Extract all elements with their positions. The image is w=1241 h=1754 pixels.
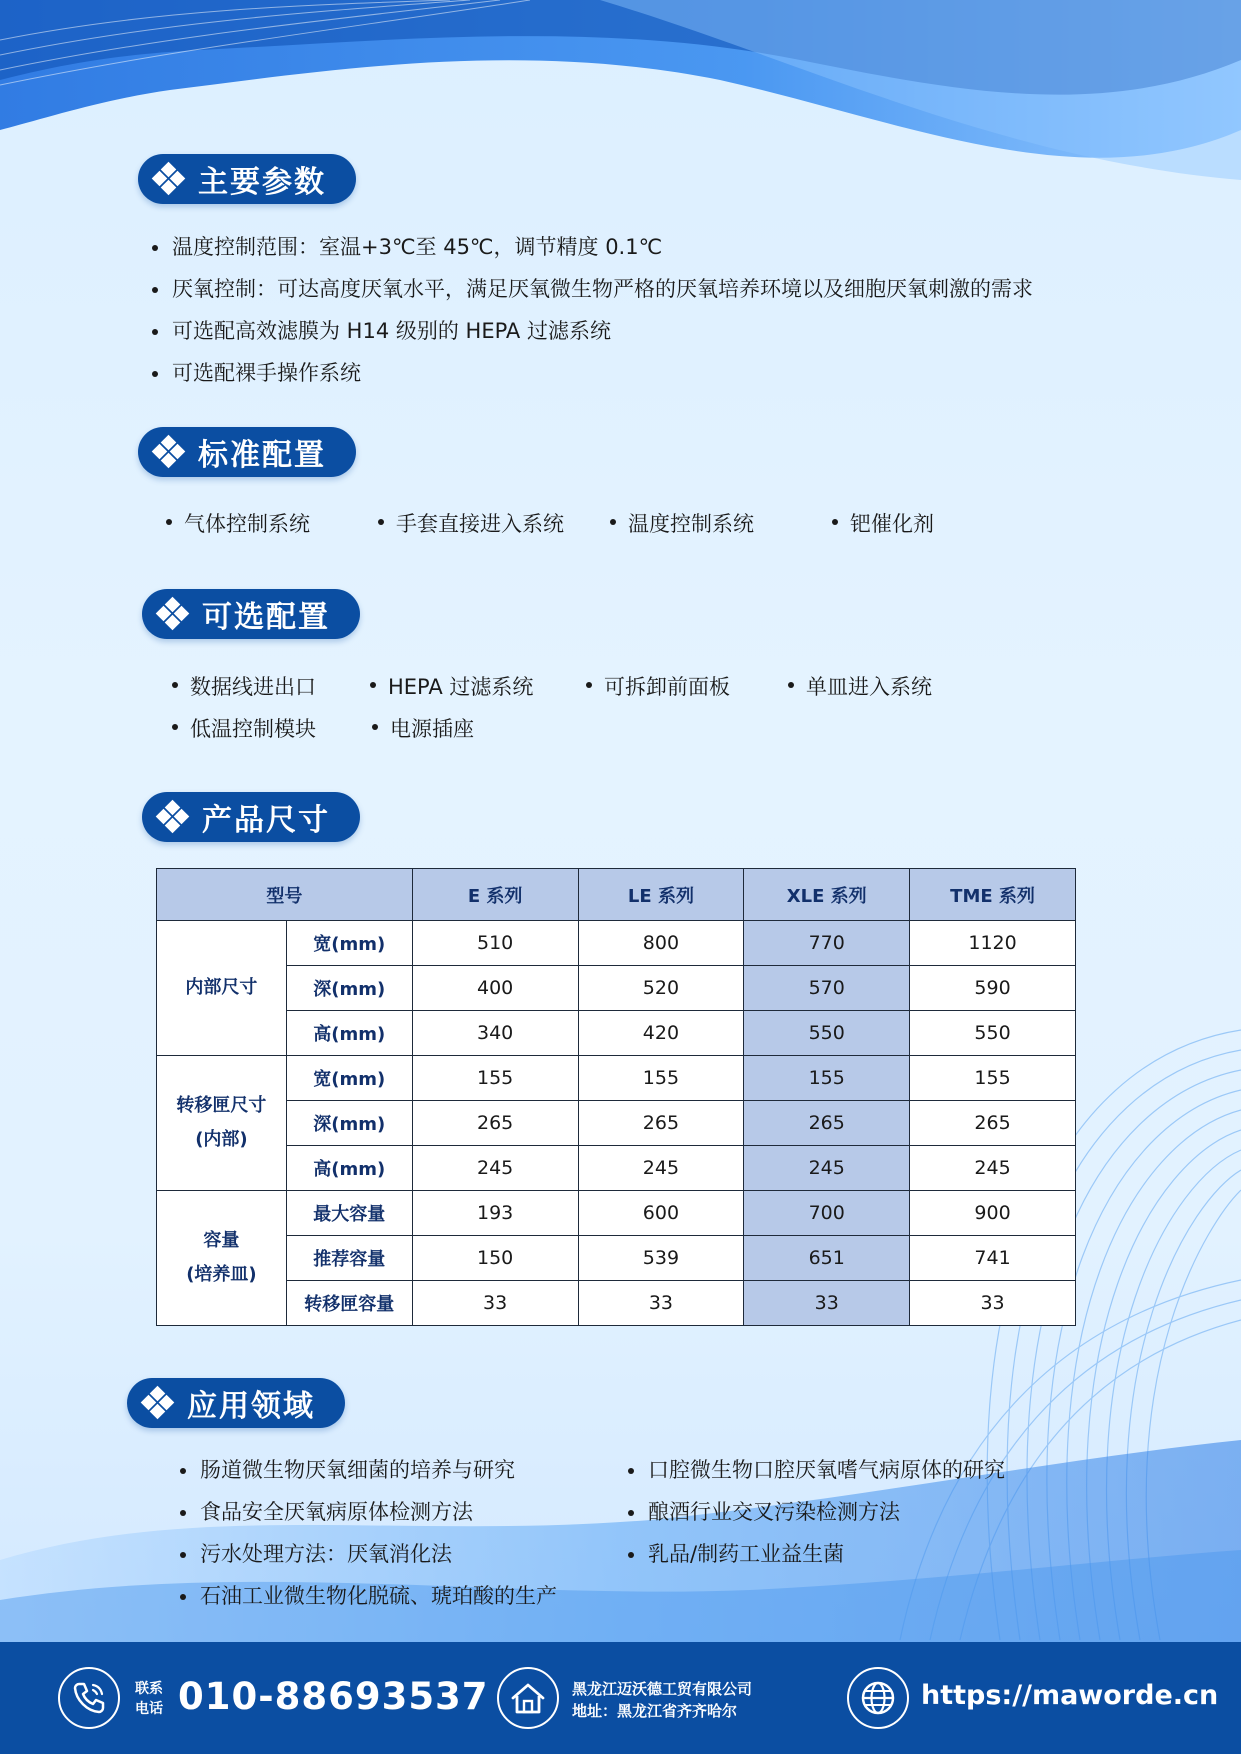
group-label-capacity — [157, 1191, 287, 1326]
cell: 265 — [744, 1101, 910, 1146]
cell: 570 — [744, 966, 910, 1011]
table-row — [157, 1236, 1076, 1281]
group-label-line: (培养皿) — [186, 1264, 257, 1285]
section-header-product-size — [142, 792, 360, 842]
group-label-transfer-box — [157, 1056, 287, 1191]
section-title: 标准配置 — [198, 438, 326, 473]
cell: 265 — [578, 1101, 744, 1146]
list-item: 厌氧控制：可达高度厌氧水平，满足厌氧微生物严格的厌氧培养环境以及细胞厌氧刺激的需求 — [150, 268, 1033, 310]
section-header-applications — [127, 1378, 345, 1428]
cell: 651 — [744, 1236, 910, 1281]
cell: 520 — [578, 966, 744, 1011]
row-label: 宽(mm) — [286, 921, 412, 966]
section-header-optional-config — [142, 589, 360, 639]
list-item: 低温控制模块 — [170, 713, 316, 743]
cell: 550 — [744, 1011, 910, 1056]
list-item: 手套直接进入系统 — [376, 508, 564, 538]
cell: 245 — [412, 1146, 578, 1191]
contact-label — [135, 1679, 163, 1719]
list-item: 污水处理方法：厌氧消化法 — [178, 1533, 557, 1575]
section-header-main-params — [138, 154, 356, 204]
section-title: 可选配置 — [202, 600, 330, 635]
cell: 770 — [744, 921, 910, 966]
company-address: 地址：黑龙江省齐齐哈尔 — [572, 1702, 738, 1720]
row-label: 高(mm) — [286, 1146, 412, 1191]
cell: 539 — [578, 1236, 744, 1281]
header-xle-series: XLE 系列 — [744, 869, 910, 921]
row-label: 深(mm) — [286, 1101, 412, 1146]
header-le-series: LE 系列 — [578, 869, 744, 921]
row-label: 推荐容量 — [286, 1236, 412, 1281]
footer-bar — [0, 1642, 1241, 1754]
table-header-row — [157, 869, 1076, 921]
cell: 33 — [910, 1281, 1076, 1326]
phone-icon — [58, 1667, 120, 1729]
list-item: HEPA 过滤系统 — [368, 671, 533, 701]
list-item: 乳品/制药工业益生菌 — [626, 1533, 1005, 1575]
diamond-icon — [154, 164, 184, 194]
cell: 33 — [412, 1281, 578, 1326]
cell: 1120 — [910, 921, 1076, 966]
list-item: 肠道微生物厌氧细菌的培养与研究 — [178, 1449, 557, 1491]
cell: 155 — [578, 1056, 744, 1101]
table-row — [157, 1146, 1076, 1191]
header-model: 型号 — [157, 869, 413, 921]
list-item: 石油工业微生物化脱硫、琥珀酸的生产 — [178, 1575, 557, 1617]
cell: 900 — [910, 1191, 1076, 1236]
contact-label-line: 电话 — [135, 1701, 163, 1717]
table-row — [157, 1101, 1076, 1146]
list-item: 电源插座 — [370, 713, 474, 743]
cell: 155 — [412, 1056, 578, 1101]
cell: 741 — [910, 1236, 1076, 1281]
cell: 245 — [744, 1146, 910, 1191]
row-label: 转移匣容量 — [286, 1281, 412, 1326]
company-name: 黑龙江迈沃德工贸有限公司 — [572, 1680, 753, 1698]
row-label: 最大容量 — [286, 1191, 412, 1236]
row-label: 高(mm) — [286, 1011, 412, 1056]
table-row — [157, 1011, 1076, 1056]
list-item: 可拆卸前面板 — [584, 671, 730, 701]
list-item: 温度控制系统 — [608, 508, 754, 538]
cell: 265 — [910, 1101, 1076, 1146]
section-title: 产品尺寸 — [202, 803, 330, 838]
table-row — [157, 966, 1076, 1011]
cell: 265 — [412, 1101, 578, 1146]
product-size-table — [156, 868, 1076, 1326]
table-row — [157, 1281, 1076, 1326]
cell: 340 — [412, 1011, 578, 1056]
group-label-line: 内部尺寸 — [185, 977, 258, 998]
list-item: 口腔微生物口腔厌氧嗜气病原体的研究 — [626, 1449, 1005, 1491]
list-item: 可选配高效滤膜为 H14 级别的 HEPA 过滤系统 — [150, 310, 1033, 352]
group-label-line: 容量 — [203, 1230, 240, 1251]
diamond-icon — [154, 437, 184, 467]
cell: 510 — [412, 921, 578, 966]
cell: 400 — [412, 966, 578, 1011]
home-icon — [497, 1667, 559, 1729]
header-tme-series: TME 系列 — [910, 869, 1076, 921]
section-title: 主要参数 — [198, 165, 326, 200]
company-info — [572, 1678, 752, 1722]
list-item: 酿酒行业交叉污染检测方法 — [626, 1491, 1005, 1533]
group-label-line: 转移匣尺寸 — [176, 1095, 267, 1116]
cell: 800 — [578, 921, 744, 966]
row-label: 宽(mm) — [286, 1056, 412, 1101]
group-label-internal-size — [157, 921, 287, 1056]
website-link[interactable]: https://mawordе.cn — [921, 1680, 1219, 1711]
list-item: 温度控制范围：室温+3℃至 45℃，调节精度 0.1℃ — [150, 226, 1033, 268]
table-row — [157, 1056, 1076, 1101]
list-item: 数据线进出口 — [170, 671, 316, 701]
list-item: 可选配裸手操作系统 — [150, 352, 1033, 394]
cell: 245 — [910, 1146, 1076, 1191]
contact-label-line: 联系 — [135, 1681, 163, 1697]
table-row — [157, 1191, 1076, 1236]
group-label-line: (内部) — [195, 1129, 248, 1150]
cell: 420 — [578, 1011, 744, 1056]
header-e-series: E 系列 — [412, 869, 578, 921]
main-params-list — [150, 226, 1033, 394]
section-title: 应用领域 — [187, 1389, 315, 1424]
cell: 590 — [910, 966, 1076, 1011]
list-item: 气体控制系统 — [164, 508, 310, 538]
diamond-icon — [143, 1388, 173, 1418]
cell: 193 — [412, 1191, 578, 1236]
applications-list-left — [178, 1449, 557, 1617]
list-item: 食品安全厌氧病原体检测方法 — [178, 1491, 557, 1533]
list-item: 单皿进入系统 — [786, 671, 932, 701]
cell: 550 — [910, 1011, 1076, 1056]
diamond-icon — [158, 599, 188, 629]
row-label: 深(mm) — [286, 966, 412, 1011]
cell: 33 — [578, 1281, 744, 1326]
diamond-icon — [158, 802, 188, 832]
cell: 600 — [578, 1191, 744, 1236]
phone-number[interactable]: 010-88693537 — [178, 1675, 489, 1718]
section-header-standard-config — [138, 427, 356, 477]
table-row — [157, 921, 1076, 966]
cell: 155 — [744, 1056, 910, 1101]
cell: 245 — [578, 1146, 744, 1191]
cell: 150 — [412, 1236, 578, 1281]
globe-icon — [847, 1667, 909, 1729]
cell: 700 — [744, 1191, 910, 1236]
list-item: 钯催化剂 — [830, 508, 934, 538]
applications-list-right — [626, 1449, 1005, 1575]
cell: 155 — [910, 1056, 1076, 1101]
cell: 33 — [744, 1281, 910, 1326]
